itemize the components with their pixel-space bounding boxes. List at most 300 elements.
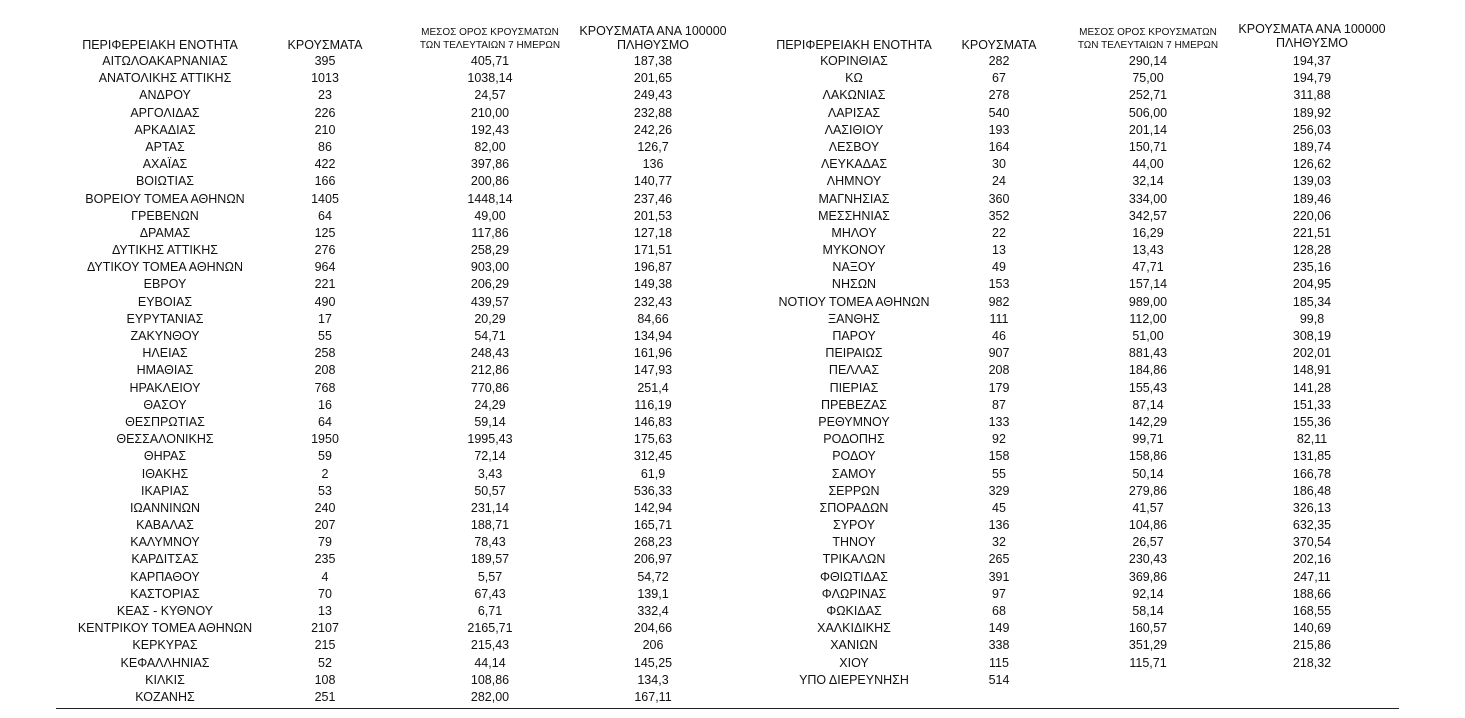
- cell-avg7: 369,86: [1128, 569, 1168, 584]
- cell-region: ΡΕΘΥΜΝΟΥ: [818, 414, 890, 429]
- table-row: [0, 156, 734, 173]
- cell-avg7: 59,14: [474, 414, 506, 429]
- cell-per100k: 232,88: [633, 105, 673, 120]
- cell-cases: 97: [992, 586, 1006, 601]
- col-header-per100k-line1: ΚΡΟΥΣΜΑΤΑ ΑΝΑ 100000: [1238, 22, 1386, 36]
- cell-per100k: 140,69: [1292, 621, 1332, 636]
- cell-region: ΘΗΡΑΣ: [143, 449, 187, 464]
- cell-per100k: 139,1: [637, 586, 669, 601]
- cell-region: ΚΕΦΑΛΛΗΝΙΑΣ: [120, 655, 210, 670]
- left-table-header: [0, 0, 734, 56]
- cell-region: ΤΡΙΚΑΛΩΝ: [822, 552, 886, 567]
- table-row: [0, 655, 734, 672]
- cell-per100k: 171,51: [633, 243, 673, 258]
- cell-avg7: 439,57: [470, 294, 510, 309]
- table-row: [0, 191, 734, 208]
- table-row: [0, 225, 734, 242]
- cell-region: ΚΑΣΤΟΡΙΑΣ: [130, 586, 200, 601]
- cell-per100k: 151,33: [1292, 397, 1332, 412]
- cell-avg7: 989,00: [1128, 294, 1168, 309]
- table-row: [0, 414, 734, 431]
- cell-cases: 92: [992, 432, 1006, 447]
- cell-per100k: 134,3: [637, 672, 669, 687]
- cell-region: ΧΑΝΙΩΝ: [830, 638, 878, 653]
- table-row: [734, 397, 1398, 414]
- cell-per100k: 188,66: [1292, 586, 1332, 601]
- cell-avg7: 405,71: [470, 54, 510, 68]
- cell-region: ΛΑΚΩΝΙΑΣ: [822, 88, 886, 103]
- cell-avg7: 47,71: [1132, 260, 1164, 275]
- table-row: [0, 637, 734, 654]
- cell-cases: 251: [314, 689, 336, 704]
- col-header-avg7-line1: ΜΕΣΟΣ ΟΡΟΣ ΚΡΟΥΣΜΑΤΩΝ: [1079, 27, 1217, 38]
- cell-per100k: 61,9: [640, 466, 666, 481]
- cell-cases: 422: [314, 157, 336, 172]
- cell-per100k: 332,4: [637, 604, 669, 618]
- cell-avg7: 1038,14: [467, 71, 513, 86]
- table-row: [0, 259, 734, 276]
- cell-region: ΠΡΕΒΕΖΑΣ: [820, 397, 888, 412]
- cell-avg7: 157,14: [1128, 277, 1168, 292]
- table-row: [0, 345, 734, 362]
- cell-avg7: 115,71: [1129, 655, 1167, 670]
- cell-per100k: [1227, 672, 1397, 689]
- table-row: [0, 551, 734, 568]
- col-header-per100k: [1222, 22, 1402, 50]
- col-header-avg7: [1058, 26, 1238, 52]
- table-row: [734, 603, 1398, 620]
- cell-region: ΜΑΓΝΗΣΙΑΣ: [818, 191, 890, 206]
- cell-avg7: 215,43: [470, 638, 510, 653]
- cell-cases: 55: [992, 466, 1006, 481]
- cell-avg7: 770,86: [470, 380, 510, 395]
- col-header-per100k-line2: ΠΛΗΘΥΣΜΟ: [1276, 36, 1348, 50]
- cell-per100k: 249,43: [633, 88, 673, 103]
- cell-per100k: 201,53: [633, 208, 673, 223]
- cell-cases: 59: [318, 449, 332, 464]
- cell-region: ΛΑΡΙΣΑΣ: [827, 105, 881, 120]
- cell-per100k: 194,79: [1292, 71, 1332, 86]
- cell-cases: 208: [314, 363, 336, 378]
- cell-avg7: 5,57: [477, 569, 503, 584]
- cell-cases: 70: [318, 586, 332, 601]
- cell-region: ΚΑΡΠΑΘΟΥ: [130, 569, 200, 584]
- cell-avg7: 51,00: [1132, 329, 1164, 343]
- cell-region: ΠΙΕΡΙΑΣ: [829, 380, 879, 395]
- table-row: [734, 345, 1398, 362]
- table-row: [734, 466, 1398, 483]
- cell-per100k: 256,03: [1292, 122, 1332, 137]
- cell-cases: 282: [988, 54, 1010, 68]
- cell-cases: 45: [992, 500, 1006, 515]
- cell-region: ΚΕΝΤΡΙΚΟΥ ΤΟΜΕΑ ΑΘΗΝΩΝ: [77, 621, 253, 636]
- cell-avg7: 44,00: [1132, 157, 1164, 172]
- table-row: [0, 70, 734, 87]
- cell-per100k: 237,46: [633, 191, 673, 206]
- cell-cases: 391: [988, 569, 1010, 584]
- cell-cases: 221: [314, 277, 336, 292]
- cell-per100k: 140,77: [633, 174, 673, 189]
- cell-region: ΤΗΝΟΥ: [832, 535, 876, 550]
- cell-avg7: 155,43: [1128, 380, 1168, 395]
- cell-cases: 4: [321, 569, 329, 584]
- cell-per100k: 202,16: [1292, 552, 1332, 567]
- cell-avg7: 351,29: [1128, 638, 1168, 653]
- cell-avg7: 67,43: [474, 586, 506, 601]
- col-header-region: ΠΕΡΙΦΕΡΕΙΑΚΗ ΕΝΟΤΗΤΑ: [82, 38, 238, 52]
- cell-cases: 338: [988, 638, 1010, 653]
- cell-avg7: 506,00: [1128, 105, 1168, 120]
- table-row: [0, 431, 734, 448]
- cell-per100k: 131,85: [1292, 449, 1332, 464]
- cell-per100k: 187,38: [633, 54, 673, 68]
- cell-per100k: 139,03: [1292, 174, 1332, 189]
- cell-avg7: 108,86: [470, 672, 510, 687]
- table-row: [0, 689, 734, 706]
- cell-cases: 179: [988, 380, 1010, 395]
- cell-per100k: 215,86: [1292, 638, 1332, 653]
- table-row: [734, 259, 1398, 276]
- cell-avg7: 24,29: [474, 397, 506, 412]
- table-row: [0, 397, 734, 414]
- cell-per100k: 161,96: [633, 346, 673, 361]
- table-row: [0, 294, 734, 311]
- cell-region: ΙΘΑΚΗΣ: [141, 466, 189, 481]
- cell-avg7: 6,71: [477, 604, 503, 618]
- cell-avg7: 1995,43: [467, 432, 513, 447]
- cell-avg7: 212,86: [470, 363, 510, 378]
- cell-per100k: 370,54: [1292, 535, 1332, 550]
- table-row: [734, 500, 1398, 517]
- cell-per100k: 206: [642, 638, 664, 653]
- cell-avg7: 188,71: [470, 518, 510, 533]
- cell-cases: 240: [314, 500, 336, 515]
- right-table-body: [734, 53, 1398, 689]
- cell-region: ΛΑΣΙΘΙΟΥ: [824, 122, 884, 137]
- cell-region: ΚΑΡΔΙΤΣΑΣ: [131, 552, 199, 567]
- cell-per100k: 141,28: [1292, 380, 1332, 395]
- cell-avg7: 32,14: [1132, 174, 1164, 189]
- cell-region: ΛΗΜΝΟΥ: [826, 174, 882, 189]
- col-header-per100k-line2: ΠΛΗΘΥΣΜΟ: [617, 38, 689, 52]
- cell-cases: 149: [988, 621, 1010, 636]
- cell-cases: 907: [988, 346, 1010, 361]
- cell-region: ΘΑΣΟΥ: [143, 397, 187, 412]
- table-row: [734, 139, 1398, 156]
- cell-avg7: 184,86: [1128, 363, 1168, 378]
- table-row: [734, 517, 1398, 534]
- cell-cases: 49: [992, 260, 1006, 275]
- cell-per100k: 84,66: [637, 311, 669, 326]
- cell-per100k: 166,78: [1292, 466, 1332, 481]
- table-row: [734, 569, 1398, 586]
- cell-region: ΗΜΑΘΙΑΣ: [136, 363, 194, 378]
- col-header-per100k: [563, 24, 743, 52]
- cell-region: ΝΗΣΩΝ: [831, 277, 877, 292]
- cell-cases: 16: [318, 397, 332, 412]
- cell-avg7: 58,14: [1132, 604, 1164, 618]
- cell-region: ΚΕΡΚΥΡΑΣ: [132, 638, 198, 653]
- cell-avg7: 230,43: [1128, 552, 1168, 567]
- cell-avg7: 342,57: [1128, 208, 1168, 223]
- cell-avg7: 201,14: [1128, 122, 1168, 137]
- cell-avg7: 248,43: [470, 346, 510, 361]
- cell-region: ΔΥΤΙΚΗΣ ΑΤΤΙΚΗΣ: [112, 243, 218, 258]
- table-row: [734, 242, 1398, 259]
- col-header-region: ΠΕΡΙΦΕΡΕΙΑΚΗ ΕΝΟΤΗΤΑ: [776, 38, 932, 52]
- cell-cases: 153: [988, 277, 1010, 292]
- cell-region: ΚΑΛΥΜΝΟΥ: [130, 535, 200, 550]
- cell-cases: 1405: [311, 191, 339, 206]
- cell-avg7: 117,86: [471, 225, 509, 240]
- cell-region: ΗΡΑΚΛΕΙΟΥ: [129, 380, 201, 395]
- cell-region: ΑΡΚΑΔΙΑΣ: [134, 122, 196, 137]
- cell-region: ΔΥΤΙΚΟΥ ΤΟΜΕΑ ΑΘΗΝΩΝ: [86, 260, 244, 275]
- cell-cases: 982: [988, 294, 1010, 309]
- cell-region: ΕΒΡΟΥ: [143, 277, 187, 292]
- cell-cases: 193: [988, 122, 1010, 137]
- cell-region: ΚΟΖΑΝΗΣ: [135, 689, 195, 704]
- cell-per100k: 189,46: [1292, 191, 1332, 206]
- cell-per100k: 127,18: [633, 225, 673, 240]
- table-row: [0, 672, 734, 689]
- table-row: [734, 586, 1398, 603]
- cell-per100k: 242,26: [633, 122, 673, 137]
- cell-region: ΞΑΝΘΗΣ: [828, 311, 880, 326]
- cell-cases: 79: [318, 535, 332, 550]
- table-row: [0, 87, 734, 104]
- cell-avg7: 20,29: [474, 311, 506, 326]
- cell-avg7: 231,14: [470, 500, 510, 515]
- table-row: [734, 620, 1398, 637]
- col-header-avg7: [400, 26, 580, 52]
- cell-per100k: 202,01: [1292, 346, 1332, 361]
- right-table-header: [734, 0, 1398, 56]
- cell-per100k: 155,36: [1292, 414, 1332, 429]
- cell-cases: 164: [988, 139, 1010, 154]
- cell-cases: 111: [989, 311, 1009, 326]
- cell-per100k: 196,87: [633, 260, 673, 275]
- cell-cases: 1950: [311, 432, 339, 447]
- cell-cases: 226: [314, 105, 336, 120]
- cell-avg7: 24,57: [474, 88, 506, 103]
- cell-region: ΖΑΚΥΝΘΟΥ: [130, 329, 200, 343]
- col-header-avg7-line1: ΜΕΣΟΣ ΟΡΟΣ ΚΡΟΥΣΜΑΤΩΝ: [421, 27, 559, 38]
- cell-avg7: 189,57: [470, 552, 510, 567]
- cell-region: ΣΑΜΟΥ: [831, 466, 877, 481]
- cell-cases: 352: [988, 208, 1010, 223]
- cell-cases: 108: [314, 672, 336, 687]
- cell-region: ΥΠΟ ΔΙΕΡΕΥΝΗΣΗ: [799, 672, 909, 687]
- cell-cases: 329: [988, 483, 1010, 498]
- cell-cases: 2107: [311, 621, 339, 636]
- cell-per100k: 185,34: [1292, 294, 1332, 309]
- cell-region: ΙΩΑΝΝΙΝΩΝ: [129, 500, 201, 515]
- table-row: [734, 87, 1398, 104]
- cell-per100k: 167,11: [634, 689, 672, 704]
- cell-per100k: 235,16: [1292, 260, 1332, 275]
- cell-avg7: 206,29: [470, 277, 510, 292]
- table-row: [734, 655, 1398, 672]
- col-header-per100k-line1: ΚΡΟΥΣΜΑΤΑ ΑΝΑ 100000: [579, 24, 727, 38]
- table-row: [734, 380, 1398, 397]
- cell-per100k: 204,66: [633, 621, 673, 636]
- cell-cases: 136: [988, 518, 1010, 533]
- cell-per100k: 206,97: [633, 552, 673, 567]
- cell-avg7: 92,14: [1132, 586, 1164, 601]
- table-row: [734, 483, 1398, 500]
- table-row: [0, 603, 734, 620]
- table-row: [0, 276, 734, 293]
- cell-region: ΘΕΣΠΡΩΤΙΑΣ: [125, 414, 205, 429]
- table-row: [734, 122, 1398, 139]
- cell-per100k: 204,95: [1292, 277, 1332, 292]
- cell-avg7: 1448,14: [467, 191, 513, 206]
- cell-per100k: 268,23: [633, 535, 673, 550]
- cell-avg7: 258,29: [470, 243, 510, 258]
- left-table-body: [0, 53, 734, 706]
- cell-region: ΑΙΤΩΛΟΑΚΑΡΝΑΝΙΑΣ: [102, 54, 228, 68]
- cell-cases: 514: [988, 672, 1010, 687]
- cell-cases: 53: [318, 483, 332, 498]
- cell-region: ΣΥΡΟΥ: [832, 518, 876, 533]
- cell-avg7: 290,14: [1128, 54, 1168, 68]
- cell-avg7: 112,00: [1129, 311, 1167, 326]
- table-row: [0, 569, 734, 586]
- cell-region: ΣΠΟΡΑΔΩΝ: [819, 500, 889, 515]
- cell-per100k: 232,43: [633, 294, 673, 309]
- cell-per100k: 308,19: [1292, 329, 1332, 343]
- cell-avg7: 49,00: [474, 208, 506, 223]
- cell-region: ΚΙΛΚΙΣ: [145, 672, 185, 687]
- cell-region: ΝΑΞΟΥ: [832, 260, 876, 275]
- cell-region: ΦΛΩΡΙΝΑΣ: [821, 586, 887, 601]
- table-row: [0, 500, 734, 517]
- cell-region: ΒΟΙΩΤΙΑΣ: [135, 174, 195, 189]
- table-row: [734, 173, 1398, 190]
- table-row: [0, 173, 734, 190]
- cell-region: ΠΑΡΟΥ: [832, 329, 876, 343]
- table-row: [734, 311, 1398, 328]
- cell-cases: 1013: [311, 71, 339, 86]
- cell-per100k: 136: [642, 157, 664, 172]
- cell-per100k: 536,33: [633, 483, 673, 498]
- cell-cases: 360: [988, 191, 1010, 206]
- cell-avg7: 54,71: [474, 329, 506, 343]
- cell-per100k: 175,63: [633, 432, 673, 447]
- cell-region: ΒΟΡΕΙΟΥ ΤΟΜΕΑ ΑΘΗΝΩΝ: [85, 191, 245, 206]
- cell-avg7: [1068, 672, 1228, 689]
- cell-avg7: 41,57: [1132, 500, 1164, 515]
- cell-per100k: 116,19: [634, 397, 672, 412]
- cell-region: ΜΕΣΣΗΝΙΑΣ: [818, 208, 890, 223]
- table-row: [0, 208, 734, 225]
- cell-cases: 133: [988, 414, 1010, 429]
- cell-avg7: 72,14: [474, 449, 506, 464]
- cell-cases: 278: [988, 88, 1010, 103]
- cell-region: ΜΥΚΟΝΟΥ: [822, 243, 886, 258]
- cell-cases: 265: [988, 552, 1010, 567]
- cell-avg7: 50,57: [474, 483, 506, 498]
- cell-region: ΛΕΣΒΟΥ: [828, 139, 880, 154]
- cell-cases: 125: [314, 225, 336, 240]
- cell-region: ΑΝΔΡΟΥ: [139, 88, 191, 103]
- table-row: [734, 637, 1398, 654]
- cell-avg7: 282,00: [470, 689, 510, 704]
- table-row: [734, 534, 1398, 551]
- cell-region: ΠΕΛΛΑΣ: [828, 363, 880, 378]
- cell-region: ΜΗΛΟΥ: [831, 225, 877, 240]
- table-row: [734, 551, 1398, 568]
- cell-region: ΠΕΙΡΑΙΩΣ: [825, 346, 883, 361]
- cell-region: ΕΥΡΥΤΑΝΙΑΣ: [126, 311, 204, 326]
- cell-region: ΝΟΤΙΟΥ ΤΟΜΕΑ ΑΘΗΝΩΝ: [778, 294, 930, 309]
- cell-region: ΔΡΑΜΑΣ: [139, 225, 191, 240]
- cell-cases: 158: [988, 449, 1010, 464]
- cell-cases: 64: [318, 414, 332, 429]
- cell-region: ΘΕΣΣΑΛΟΝΙΚΗΣ: [116, 432, 214, 447]
- cell-cases: 13: [318, 604, 332, 618]
- table-row: [734, 328, 1398, 345]
- cell-cases: 13: [992, 243, 1006, 258]
- cell-cases: 540: [988, 105, 1010, 120]
- table-row: [734, 431, 1398, 448]
- cell-region: ΚΑΒΑΛΑΣ: [136, 518, 194, 533]
- table-row: [734, 208, 1398, 225]
- table-row: [0, 534, 734, 551]
- cell-region: ΧΑΛΚΙΔΙΚΗΣ: [817, 621, 891, 636]
- cell-avg7: 26,57: [1132, 535, 1164, 550]
- cell-region: ΡΟΔΟΠΗΣ: [823, 432, 885, 447]
- cell-avg7: 3,43: [477, 466, 503, 481]
- cell-avg7: 252,71: [1128, 88, 1168, 103]
- table-row: [734, 276, 1398, 293]
- cell-cases: 52: [318, 655, 332, 670]
- cell-avg7: 192,43: [470, 122, 510, 137]
- cell-per100k: 126,62: [1292, 157, 1332, 172]
- table-row: [0, 586, 734, 603]
- col-header-cases: ΚΡΟΥΣΜΑΤΑ: [287, 38, 363, 52]
- cell-cases: 64: [318, 208, 332, 223]
- cell-region: ΕΥΒΟΙΑΣ: [137, 294, 193, 309]
- cell-region: ΑΡΤΑΣ: [145, 139, 185, 154]
- table-row: [0, 448, 734, 465]
- cell-avg7: 160,57: [1128, 621, 1168, 636]
- cell-avg7: 104,86: [1128, 518, 1168, 533]
- col-header-cases: ΚΡΟΥΣΜΑΤΑ: [961, 38, 1037, 52]
- table-row: [734, 53, 1398, 70]
- cell-per100k: 82,11: [1296, 432, 1328, 447]
- cell-region: ΑΧΑΪΑΣ: [142, 157, 188, 172]
- cell-cases: 208: [988, 363, 1010, 378]
- table-row: [0, 517, 734, 534]
- cell-per100k: 126,7: [637, 139, 669, 154]
- cell-region: ΑΝΑΤΟΛΙΚΗΣ ΑΤΤΙΚΗΣ: [98, 71, 232, 86]
- cell-cases: 2: [321, 466, 329, 481]
- cell-avg7: 2165,71: [467, 621, 513, 636]
- cell-per100k: 149,38: [633, 277, 673, 292]
- cell-cases: 24: [992, 174, 1006, 189]
- cell-per100k: 147,93: [633, 363, 673, 378]
- cell-cases: 86: [318, 139, 332, 154]
- table-row: [0, 139, 734, 156]
- cell-cases: 215: [314, 638, 336, 653]
- table-row: [734, 70, 1398, 87]
- cell-cases: 166: [314, 174, 336, 189]
- cell-avg7: 150,71: [1128, 139, 1168, 154]
- cell-per100k: 54,72: [637, 569, 669, 584]
- cell-cases: 395: [314, 54, 336, 68]
